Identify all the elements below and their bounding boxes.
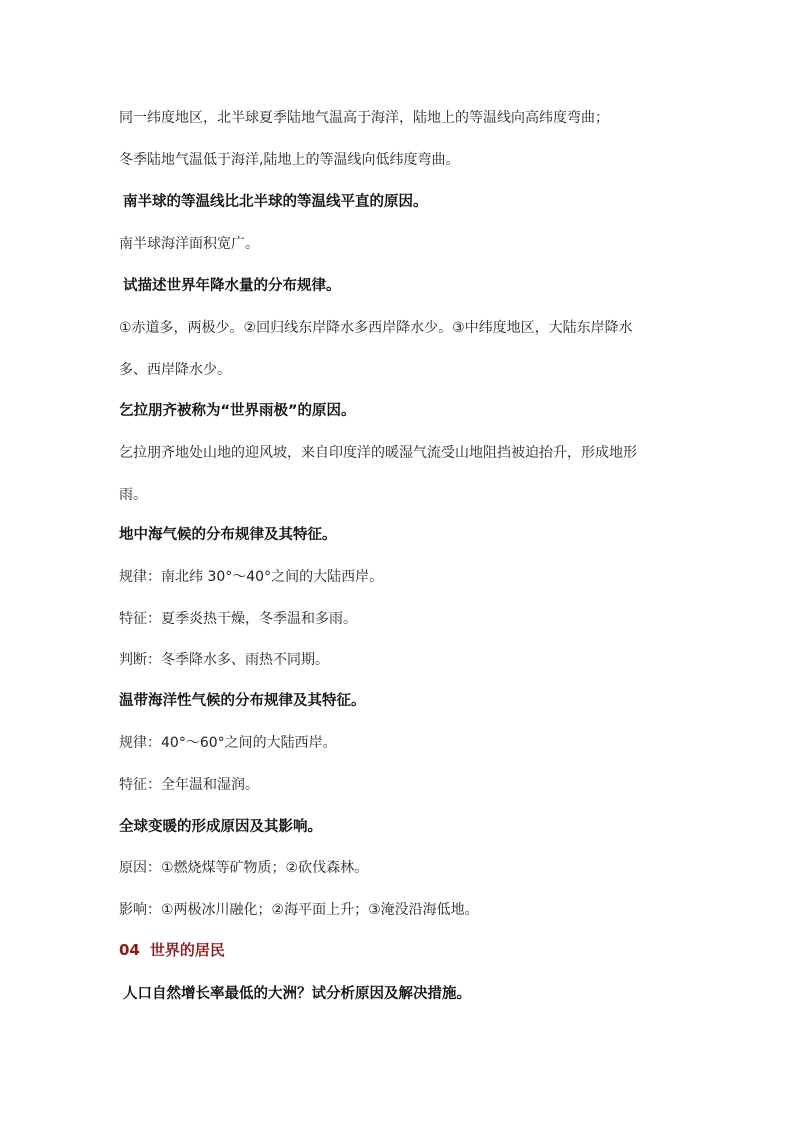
section-number: 04 xyxy=(119,941,140,959)
answer-southern-isotherm: 南半球海洋面积宽广。 xyxy=(119,236,259,252)
answer-mediterranean-judge: 判断：冬季降水多、雨热不同期。 xyxy=(119,652,329,668)
paragraph-northern-winter-isotherm: 冬季陆地气温低于海洋,陆地上的等温线向低纬度弯曲。 xyxy=(119,152,460,168)
question-marine-climate: 温带海洋性气候的分布规律及其特征。 xyxy=(119,693,366,709)
section-title: 世界的居民 xyxy=(149,941,225,959)
answer-precipitation-line2: 多、西岸降水少。 xyxy=(119,362,231,378)
question-lowest-growth-continent: 人口自然增长率最低的大洲？试分析原因及解决措施。 xyxy=(123,986,471,1002)
answer-marine-feature: 特征：全年温和湿润。 xyxy=(119,777,259,793)
answer-marine-rule: 规律：40°～60°之间的大陆西岸。 xyxy=(119,735,337,751)
question-mediterranean-climate: 地中海气候的分布规律及其特征。 xyxy=(119,527,337,543)
question-southern-isotherm: 南半球的等温线比北半球的等温线平直的原因。 xyxy=(123,194,428,210)
paragraph-northern-summer-isotherm: 同一纬度地区，北半球夏季陆地气温高于海洋，陆地上的等温线向高纬度弯曲； xyxy=(119,110,609,126)
question-global-warming: 全球变暖的形成原因及其影响。 xyxy=(119,819,322,835)
answer-global-warming-effect: 影响：①两极冰川融化；②海平面上升；③淹没沿海低地。 xyxy=(119,902,479,918)
answer-precipitation-line1: ①赤道多，两极少。②回归线东岸降水多西岸降水少。③中纬度地区，大陆东岸降水 xyxy=(119,320,633,336)
answer-mediterranean-feature: 特征：夏季炎热干燥，冬季温和多雨。 xyxy=(119,611,357,627)
answer-mediterranean-rule: 规律：南北纬 30°～40°之间的大陆西岸。 xyxy=(119,569,384,585)
section-heading xyxy=(119,940,225,960)
answer-cherrapunji-line1: 乞拉朋齐地处山地的迎风坡，来自印度洋的暖湿气流受山地阻挡被迫抬升，形成地形 xyxy=(119,445,637,461)
question-cherrapunji: 乞拉朋齐被称为“世界雨极”的原因。 xyxy=(119,403,356,419)
answer-cherrapunji-line2: 雨。 xyxy=(119,487,147,503)
question-precipitation-distribution: 试描述世界年降水量的分布规律。 xyxy=(123,278,341,294)
answer-global-warming-cause: 原因：①燃烧煤等矿物质；②砍伐森林。 xyxy=(119,860,369,876)
